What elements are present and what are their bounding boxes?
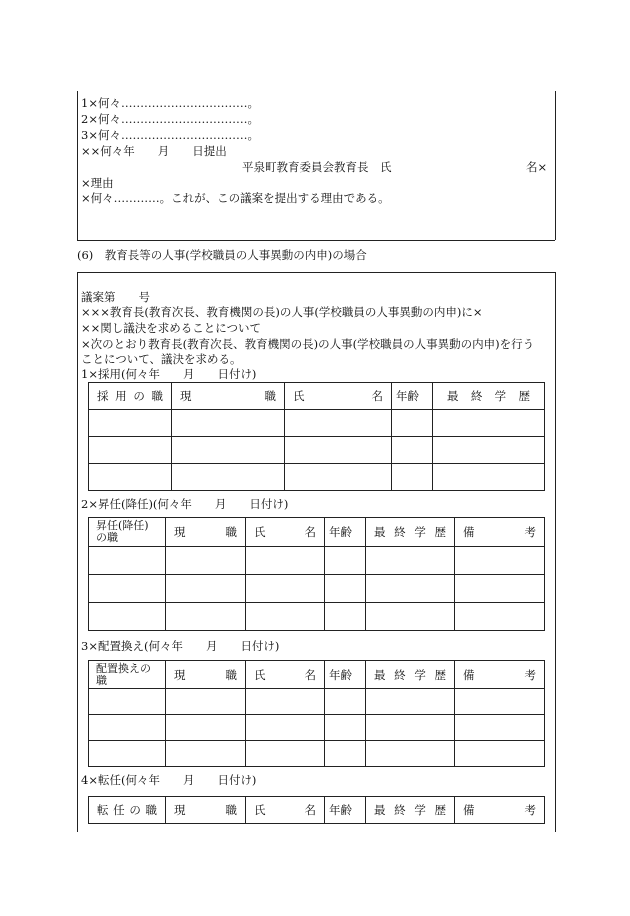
reassignment-table — [88, 660, 545, 767]
submission-date-line: ××何々年 月 日提出 — [81, 144, 227, 158]
header-remarks-1: 備 — [463, 525, 475, 539]
header-current-post-1: 現 — [174, 667, 186, 682]
item-line-1: 1×何々……………………………。 — [81, 96, 259, 110]
header-current-post — [166, 518, 246, 547]
upper-box-left-border — [77, 91, 78, 240]
header-name-2: 名 — [371, 389, 383, 403]
table-row — [89, 464, 545, 491]
upper-box-bottom-border — [77, 240, 555, 241]
header-age: 年齢 — [325, 797, 366, 824]
upper-box-right-border — [555, 91, 556, 240]
header-age: 年齢 — [392, 383, 433, 410]
header-remarks — [455, 518, 545, 547]
header-name-1: 氏 — [254, 803, 266, 817]
table-row — [89, 689, 545, 715]
header-remarks-2: 考 — [524, 803, 536, 817]
header-current-post-2: 職 — [225, 525, 237, 539]
header-name-2: 名 — [304, 803, 316, 817]
header-current-post-2: 職 — [225, 667, 237, 682]
header-remarks-2: 考 — [524, 667, 536, 682]
header-remarks-1: 備 — [463, 803, 475, 817]
header-education: 最終学歴 — [433, 383, 545, 410]
header-current-post-1: 現 — [174, 803, 186, 817]
reason-text: ×何々…………。これが、この議案を提出する理由である。 — [81, 191, 390, 205]
table1-caption: 1×採用(何々年 月 日付け) — [81, 367, 257, 381]
bill-title-line-1: ×××教育長(教育次長、教育機関の長)の人事(学校職員の人事異動の内申)に× — [81, 305, 483, 319]
table-row — [89, 603, 545, 631]
table-row — [89, 410, 545, 437]
header-education: 最終学歴 — [366, 797, 455, 824]
appointment-table — [88, 382, 545, 491]
header-current-post — [172, 383, 285, 410]
table-row — [89, 575, 545, 603]
header-name — [246, 797, 325, 824]
header-name-2: 名 — [304, 525, 316, 539]
header-name — [246, 661, 325, 689]
header-promotion-post: 昇任(降任)の職 — [89, 518, 166, 547]
lower-box-right-border — [555, 272, 556, 832]
bill-body-line-2: ことについて、議決を求める。 — [81, 352, 242, 366]
lower-box-top-border — [77, 272, 555, 273]
table-row — [89, 715, 545, 741]
header-current-post — [166, 661, 246, 689]
header-remarks — [455, 797, 545, 824]
header-appointment-post: 採用の職 — [89, 383, 172, 410]
header-education: 最終学歴 — [366, 518, 455, 547]
header-age: 年齢 — [325, 661, 366, 689]
header-current-post-2: 職 — [264, 389, 276, 403]
bill-number: 議案第 号 — [81, 290, 150, 304]
header-current-post-2: 職 — [225, 803, 237, 817]
table4-caption: 4×転任(何々年 月 日付け) — [81, 773, 257, 787]
header-name-1: 氏 — [254, 525, 266, 539]
table-row — [89, 437, 545, 464]
header-age: 年齢 — [325, 518, 366, 547]
table-row — [89, 547, 545, 575]
presenter-name-right: 名× — [526, 160, 548, 174]
presenter-name-left: 平泉町教育委員会教育長 氏 — [242, 160, 392, 174]
header-name-2: 名 — [304, 667, 316, 682]
header-remarks-2: 考 — [524, 525, 536, 539]
table3-caption: 3×配置換え(何々年 月 日付け) — [81, 639, 280, 653]
header-remarks-1: 備 — [463, 667, 475, 682]
table2-caption: 2×昇任(降任)(何々年 月 日付け) — [81, 497, 289, 511]
transfer-table — [88, 796, 545, 824]
header-name — [246, 518, 325, 547]
item-line-3: 3×何々……………………………。 — [81, 128, 259, 142]
header-name-1: 氏 — [254, 667, 266, 682]
header-reassignment-post: 配置換えの職 — [89, 661, 166, 689]
section-heading: (6) 教育長等の人事(学校職員の人事異動の内申)の場合 — [77, 248, 367, 262]
header-current-post-1: 現 — [180, 389, 192, 403]
item-line-2: 2×何々……………………………。 — [81, 112, 259, 126]
header-name-1: 氏 — [293, 389, 305, 403]
promotion-table — [88, 517, 545, 631]
header-current-post — [166, 797, 246, 824]
bill-body-line-1: ×次のとおり教育長(教育次長、教育機関の長)の人事(学校職員の人事異動の内申)を行う — [81, 337, 535, 351]
header-name — [285, 383, 392, 410]
header-remarks — [455, 661, 545, 689]
header-education: 最終学歴 — [366, 661, 455, 689]
header-transfer-post: 転任の職 — [89, 797, 166, 824]
bill-title-line-2: ××関し議決を求めることについて — [81, 321, 262, 335]
reason-title: ×理由 — [81, 176, 114, 190]
lower-box-left-border — [77, 272, 78, 832]
header-current-post-1: 現 — [174, 525, 186, 539]
table-row — [89, 741, 545, 767]
